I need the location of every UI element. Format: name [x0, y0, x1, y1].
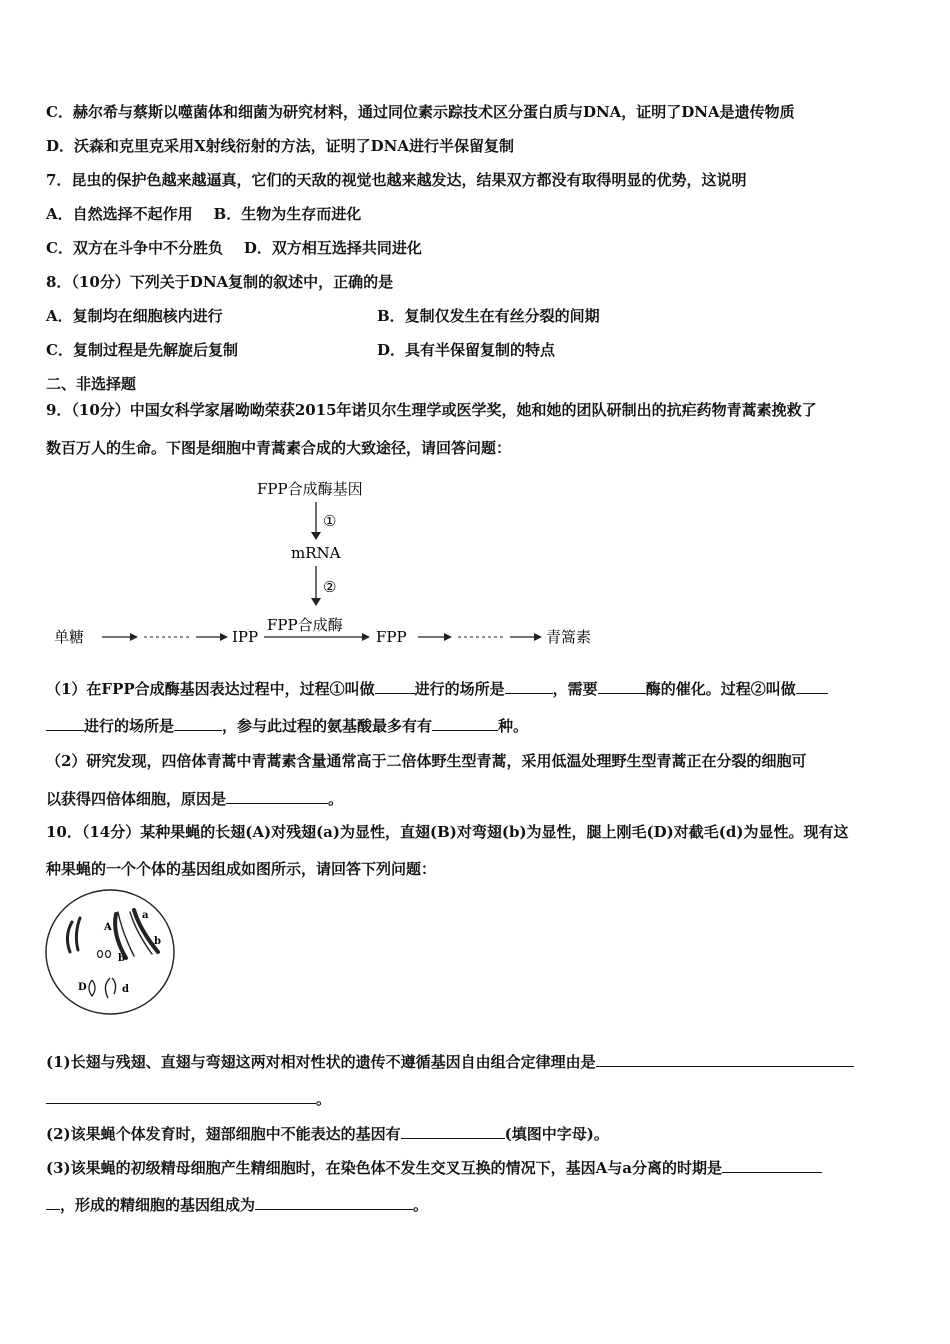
- answer-blank[interactable]: [505, 679, 553, 694]
- q7-stem: 7．昆虫的保护色越来越逼真，它们的天敌的视觉也越来越发达，结果双方都没有取得明显的优势，这说明: [46, 171, 747, 189]
- answer-blank[interactable]: [174, 716, 222, 731]
- arrow-sugar-head: [130, 633, 138, 641]
- answer-blank[interactable]: [596, 1052, 854, 1067]
- answer-blank[interactable]: [796, 679, 828, 694]
- q10-sub3-text-b: ，形成的精细胞的基因组成为: [60, 1196, 256, 1214]
- q10-sub3-text-a: (3)该果蝇的初级精母细胞产生精细胞时，在染色体不发生交叉互换的情况下，基因A与a分离的时期是: [46, 1159, 722, 1177]
- answer-blank[interactable]: [375, 679, 415, 694]
- q8-option-b: B．复制仅发生在有丝分裂的间期: [377, 307, 600, 325]
- q9-sub2-line2: [46, 789, 343, 809]
- small-chromosome-2: [106, 951, 111, 958]
- q10-stem-line2: 种果蝇的一个个体的基因组成如图所示，请回答下列问题：: [46, 860, 437, 878]
- gene-d-label: d: [122, 984, 129, 995]
- answer-blank[interactable]: [401, 1124, 505, 1139]
- q9-sub1-text-b: 进行的场所是: [414, 680, 505, 698]
- arrow-fpp-head: [444, 633, 452, 641]
- q9-sub1-text-f: ，参与此过程的氨基酸最多有有: [222, 717, 433, 735]
- arrow-ipp-fpp-head: [362, 633, 370, 641]
- q10-sub3-text-c: 。: [413, 1196, 429, 1214]
- q8-stem: 8．（10分）下列关于DNA复制的叙述中，正确的是: [46, 273, 394, 291]
- q7-options-ab: A．自然选择不起作用 B．生物为生存而进化: [46, 205, 362, 223]
- small-chromosome-1: [98, 951, 103, 958]
- arrow-product-head: [534, 633, 542, 641]
- q10-sub2-text-a: (2)该果蝇个体发育时，翅部细胞中不能表达的基因有: [46, 1125, 401, 1143]
- q9-sub2-text-a: 以获得四倍体细胞，原因是: [46, 790, 227, 808]
- answer-blank[interactable]: [46, 716, 84, 731]
- answer-blank[interactable]: [226, 789, 328, 804]
- q10-sub1-text-a: (1)长翅与残翅、直翅与弯翅这两对相对性状的遗传不遵循基因自由组合定律理由是: [46, 1053, 596, 1071]
- q10-sub1-line1: [46, 1052, 854, 1072]
- q9-sub2-text-b: 。: [328, 790, 344, 808]
- step1-label: ①: [323, 512, 337, 530]
- answer-blank[interactable]: [46, 1089, 316, 1104]
- diagram-mrna-label: mRNA: [291, 544, 341, 562]
- q9-stem-line2: 数百万人的生命。下图是细胞中青蒿素合成的大致途径，请回答问题：: [46, 439, 512, 457]
- q8-option-a: A．复制均在细胞核内进行: [46, 307, 223, 325]
- q9-sub1-text-c: ，需要: [552, 680, 598, 698]
- answer-blank[interactable]: [598, 679, 646, 694]
- q9-stem-line1: 9．（10分）中国女科学家屠呦呦荣获2015年诺贝尔生理学或医学奖，她和她的团队研制出的抗疟药物青蒿素挽救了: [46, 401, 817, 419]
- chromosome-pair-2a: [130, 912, 152, 954]
- answer-blank[interactable]: [722, 1158, 822, 1173]
- diagram-sugar-label: 单糖: [54, 628, 85, 646]
- arrow-head-step2: [311, 598, 321, 606]
- q10-stem-line1: 10．（14分）某种果蝇的长翅(A)对残翅(a)为显性，直翅(B)对弯翅(b)为显性，腿上刚毛(D)对截毛(d)为显性。现有这: [46, 823, 849, 841]
- q8-options-cd: [46, 340, 906, 360]
- diagram-ipp-label: IPP: [232, 628, 259, 646]
- answer-blank[interactable]: [46, 1195, 60, 1210]
- q6-option-c: C．赫尔希与蔡斯以噬菌体和细菌为研究材料，通过同位素示踪技术区分蛋白质与DNA，证明了DNA是遗传物质: [46, 103, 795, 121]
- chromosome-left-1: [67, 922, 72, 952]
- gene-A-label: A: [104, 922, 112, 933]
- q9-sub1-text-g: 种。: [498, 717, 529, 735]
- gene-b-label-right: b: [154, 936, 161, 947]
- q9-sub1-line2: [46, 716, 528, 736]
- q10-sub2-text-b: (填图中字母)。: [504, 1125, 609, 1143]
- pathway-diagram: [46, 470, 646, 660]
- step2-label: ②: [323, 578, 337, 596]
- diagram-enzyme-label: FPP合成酶: [267, 616, 343, 634]
- q8-options-ab: [46, 306, 906, 326]
- q9-sub1-text-d: 酶的催化。过程②叫做: [645, 680, 796, 698]
- arrow-head-step1: [311, 532, 321, 540]
- gene-D-label: D: [78, 982, 87, 993]
- cell-diagram: [42, 888, 182, 1020]
- q9-sub1-text-a: （1）在FPP合成酶基因表达过程中，过程①叫做: [46, 680, 375, 698]
- q10-sub3-line2: [46, 1195, 428, 1215]
- q7-options-cd: C．双方在斗争中不分胜负 D．双方相互选择共同进化: [46, 239, 422, 257]
- diagram-product-label: 青篙素: [546, 628, 592, 646]
- chromosome-d-1: [105, 978, 110, 998]
- q8-option-c: C．复制过程是先解旋后复制: [46, 341, 238, 359]
- q6-option-d: D．沃森和克里克采用X射线衍射的方法，证明了DNA进行半保留复制: [46, 137, 515, 155]
- gene-a-label: a: [142, 910, 149, 921]
- section-heading: 二、非选择题: [46, 375, 137, 393]
- q10-sub1-line2: [46, 1089, 331, 1109]
- q10-sub3-line1: [46, 1158, 822, 1178]
- q9-sub2-line1: （2）研究发现，四倍体青蒿中青蒿素含量通常高于二倍体野生型青蒿，采用低温处理野生型青蒿正在分裂的细胞可: [46, 752, 807, 770]
- chromosome-d-2: [112, 978, 116, 994]
- q8-option-d: D．具有半保留复制的特点: [377, 341, 556, 359]
- chromosome-D: [89, 980, 95, 996]
- chromosome-left-2: [76, 918, 80, 950]
- diagram-fpp-label: FPP: [376, 628, 407, 646]
- arrow-ipp-head: [220, 633, 228, 641]
- q10-sub1-text-b: 。: [316, 1090, 332, 1108]
- q9-sub1-line1: [46, 679, 828, 699]
- gene-b-label-mid: b: [118, 953, 125, 964]
- answer-blank[interactable]: [255, 1195, 413, 1210]
- q10-sub2: [46, 1124, 609, 1144]
- answer-blank[interactable]: [432, 716, 498, 731]
- diagram-gene-label: FPP合成酶基因: [257, 480, 363, 498]
- q9-sub1-text-e: 进行的场所是: [84, 717, 175, 735]
